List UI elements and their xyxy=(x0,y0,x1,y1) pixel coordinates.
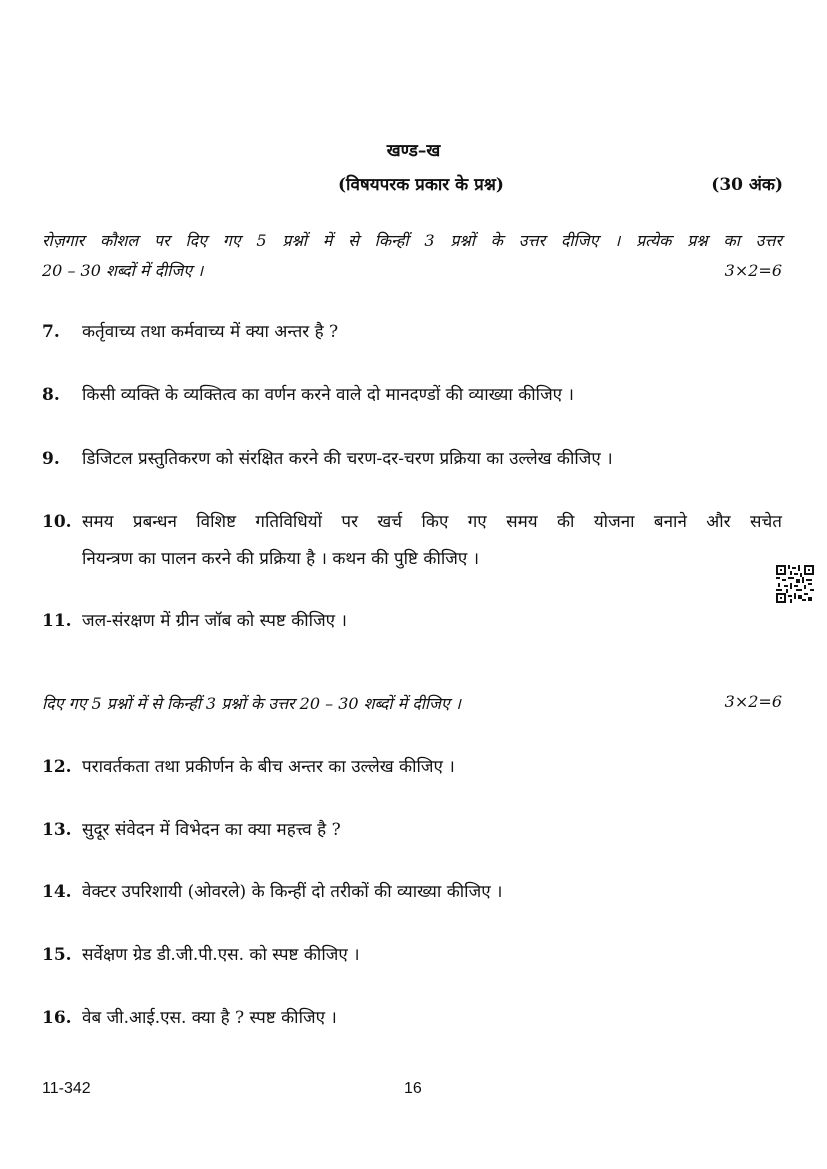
question-14 xyxy=(42,874,782,911)
question-number: 9. xyxy=(42,449,60,469)
question-number: 14. xyxy=(42,882,72,902)
section-title: खण्ड–ख xyxy=(386,141,441,161)
question-number: 10. xyxy=(42,512,72,532)
question-text: वेक्टर उपरिशायी (ओवरले) के किन्हीं दो तरीकों की व्याख्या कीजिए । xyxy=(82,882,503,902)
question-text: सुदूर संवेदन में विभेदन का क्या महत्त्व है ? xyxy=(82,820,341,840)
question-number: 8. xyxy=(42,385,60,405)
part1-marks: 3×2=6 xyxy=(724,261,782,280)
question-16 xyxy=(42,1000,782,1037)
question-number: 7. xyxy=(42,322,60,342)
section-marks: (30 अंक) xyxy=(711,175,783,195)
page-number: 16 xyxy=(404,1080,422,1097)
question-11 xyxy=(42,603,782,640)
question-text: किसी व्यक्ति के व्यक्तित्व का वर्णन करने वाले दो मानदण्डों की व्याख्या कीजिए । xyxy=(82,385,574,405)
question-text: परावर्तकता तथा प्रकीर्णन के बीच अन्तर का उल्लेख कीजिए । xyxy=(82,757,455,777)
qr-code-image xyxy=(776,565,814,603)
question-number: 12. xyxy=(42,757,72,777)
question-text-line1: समय प्रबन्धन विशिष्ट गतिविधियों पर खर्च किए गए समय की योजना बनाने और सचेत xyxy=(82,512,782,532)
question-10 xyxy=(42,504,782,578)
question-8 xyxy=(42,377,782,414)
part1-instruction-line2: 20 – 30 शब्दों में दीजिए । xyxy=(42,261,204,280)
question-number: 16. xyxy=(42,1008,72,1028)
question-number: 13. xyxy=(42,820,72,840)
question-13 xyxy=(42,812,782,849)
question-number: 15. xyxy=(42,945,72,965)
question-7 xyxy=(42,314,782,351)
paper-code: 11-342 xyxy=(42,1080,91,1097)
part2-instruction: दिए गए 5 प्रश्नों में से किन्हीं 3 प्रश्नों के उत्तर 20 – 30 शब्दों में दीजिए । xyxy=(42,694,461,713)
part1-instruction xyxy=(42,226,782,286)
question-text: डिजिटल प्रस्तुतिकरण को संरक्षित करने की चरण-दर-चरण प्रक्रिया का उल्लेख कीजिए । xyxy=(82,449,613,469)
part2-marks: 3×2=6 xyxy=(724,692,782,711)
question-text: वेब जी.आई.एस. क्या है ? स्पष्ट कीजिए । xyxy=(82,1008,337,1028)
question-text: सर्वेक्षण ग्रेड डी.जी.पी.एस. को स्पष्ट कीजिए । xyxy=(82,945,360,965)
question-15 xyxy=(42,937,782,974)
question-text-line2: नियन्त्रण का पालन करने की प्रक्रिया है । कथन की पुष्टि कीजिए । xyxy=(82,549,480,569)
question-9 xyxy=(42,441,782,478)
question-number: 11. xyxy=(42,611,72,631)
section-subtitle: (विषयपरक प्रकार के प्रश्न) xyxy=(338,175,504,195)
question-text: कर्तृवाच्य तथा कर्मवाच्य में क्या अन्तर है ? xyxy=(82,322,339,342)
part2-instruction-row xyxy=(42,692,782,714)
question-12 xyxy=(42,749,782,786)
part1-instruction-line1: रोज़गार कौशल पर दिए गए 5 प्रश्नों में से किन्हीं 3 प्रश्नों के उत्तर दीजिए । प्रत्येक प्रश्न का उत्तर xyxy=(42,231,782,250)
question-text: जल-संरक्षण में ग्रीन जॉब को स्पष्ट कीजिए । xyxy=(82,611,347,631)
